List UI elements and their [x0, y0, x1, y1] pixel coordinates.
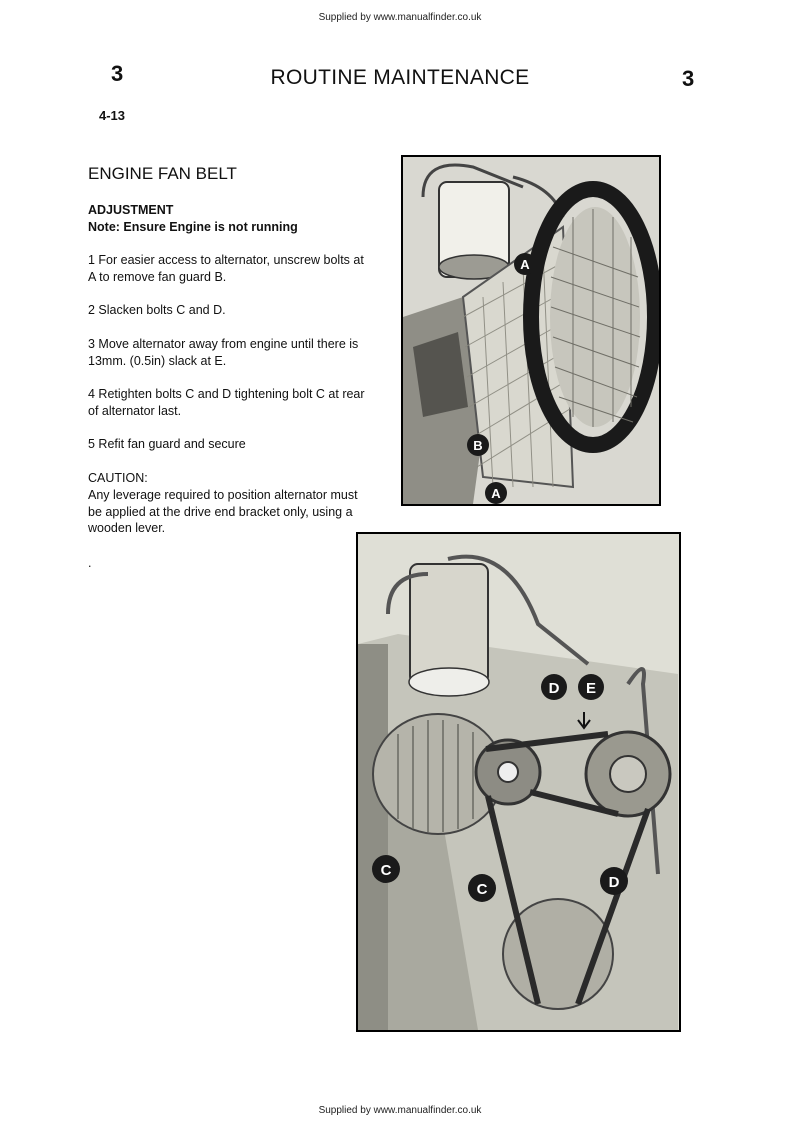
step-4: 4 Retighten bolts C and D tightening bolt C at rear of alternator last. [88, 387, 365, 418]
caution-text: Any leverage required to position alternator must be applied at the drive end bracket only, using a wooden lever. [88, 488, 358, 535]
callout-c-mid-text: C [476, 881, 488, 898]
page-number: 4-13 [99, 108, 126, 123]
chapter-number-left: 3 [111, 61, 124, 86]
alternator-belt-photo [356, 532, 681, 1032]
callout-b-text: B [473, 438, 483, 453]
supplied-by-footer: Supplied by www.manualfinder.co.uk [318, 1105, 482, 1116]
step-3: 3 Move alternator away from engine until there is 13mm. (0.5in) slack at E. [88, 337, 359, 368]
callout-d-right-text: D [608, 874, 620, 891]
safety-note: Note: Ensure Engine is not running [88, 220, 298, 234]
trailing-dot: . [88, 556, 92, 570]
supplied-by-header: Supplied by www.manualfinder.co.uk [318, 12, 482, 23]
section-heading: ENGINE FAN BELT [88, 164, 237, 183]
callout-d-top-text: D [548, 680, 560, 697]
adjustment-subheading: ADJUSTMENT [88, 203, 174, 217]
callout-c-left-text: C [380, 862, 392, 879]
fan-guard-illustration [403, 157, 659, 504]
step-5: 5 Refit fan guard and secure [88, 437, 246, 451]
fan-guard-photo [401, 155, 661, 506]
caution-label: CAUTION: [88, 471, 148, 485]
chapter-number-right: 3 [682, 66, 695, 91]
callout-e-text: E [585, 680, 597, 697]
step-2: 2 Slacken bolts C and D. [88, 303, 226, 317]
alternator-belt-illustration [358, 534, 679, 1030]
callout-a-top-text: A [520, 257, 530, 272]
callout-a-bottom-text: A [491, 486, 501, 501]
step-1: 1 For easier access to alternator, unscrew bolts at A to remove fan guard B. [88, 253, 364, 284]
page-title: ROUTINE MAINTENANCE [270, 66, 530, 89]
